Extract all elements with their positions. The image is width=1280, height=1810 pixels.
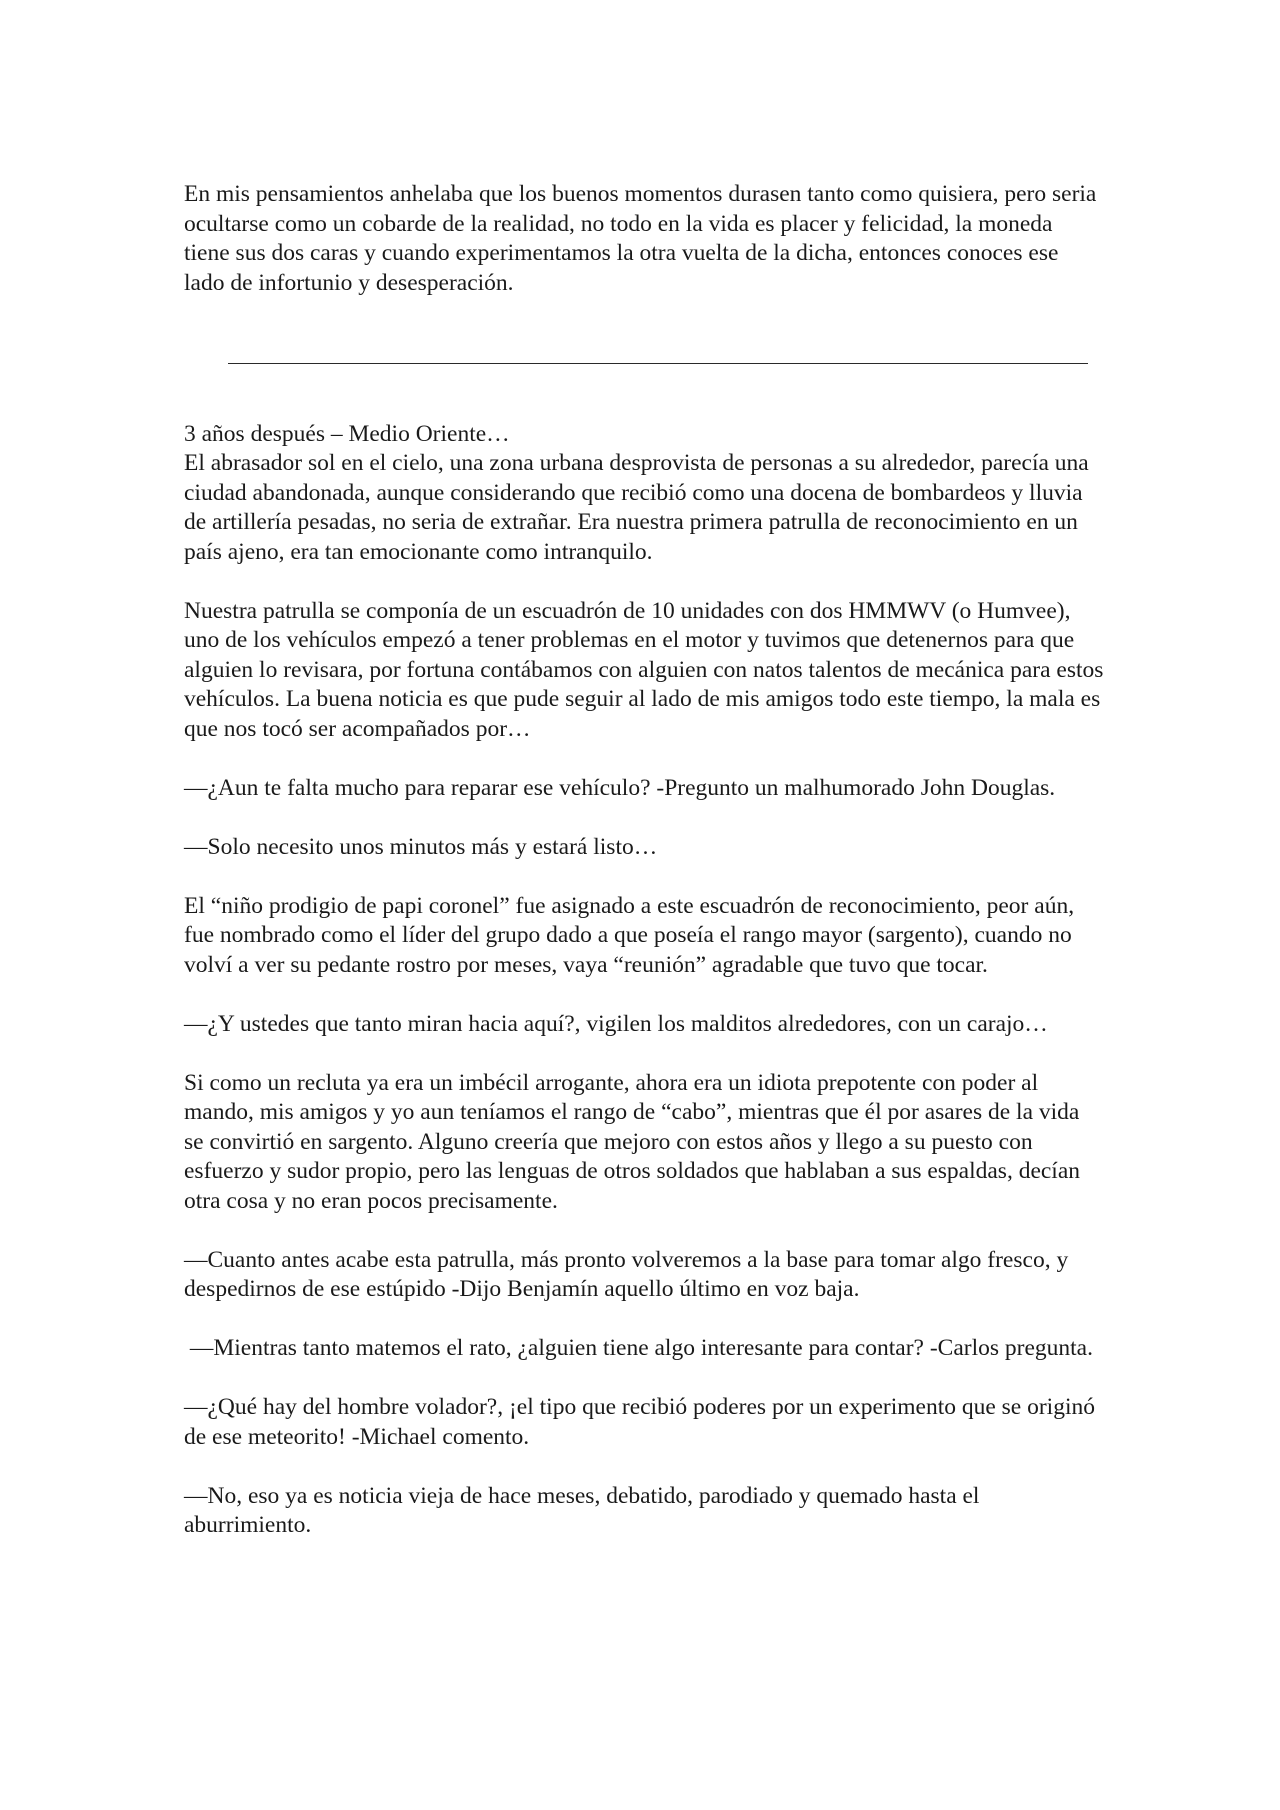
paragraph: Si como un recluta ya era un imbécil arrogante, ahora era un idiota prepotente con poder al mando, mis amigos y yo aun teníamos el rango de “cabo”, mientras que él por asares de la vida se convirtió en sargento. Alguno creería que mejoro con estos años y llego a su puesto con esfuerzo y sudor propio, pero las lenguas de otros soldados que hablaban a sus espaldas, decían otra cosa y no eran pocos precisamente. [184, 1069, 1086, 1214]
dialogue-line: —No, eso ya es noticia vieja de hace meses, debatido, parodiado y quemado hasta el aburrimiento. [184, 1482, 986, 1538]
section-divider [228, 363, 1088, 364]
document-page [184, 180, 1110, 1570]
section-divider-wrapper [184, 328, 1104, 420]
dialogue-line: —Mientras tanto matemos el rato, ¿alguien tiene algo interesante para contar? -Carlos pregunta. [184, 1335, 1093, 1361]
dialogue-line: —¿Qué hay del hombre volador?, ¡el tipo que recibió poderes por un experimento que se originó de ese meteorito! -Michael comento. [184, 1394, 1101, 1450]
opening-paragraph: En mis pensamientos anhelaba que los buenos momentos durasen tanto como quisiera, pero seria ocultarse como un cobarde de la realidad, no todo en la vida es placer y felicidad, la moneda tiene sus dos caras y cuando experimentamos la otra vuelta de la dicha, entonces conoces ese lado de infortunio y desesperación. [184, 181, 1103, 296]
section-heading: 3 años después – Medio Oriente… [184, 420, 510, 447]
dialogue-line: —¿Y ustedes que tanto miran hacia aquí?, vigilen los malditos alrededores, con un carajo… [184, 1010, 1048, 1037]
paragraph: El abrasador sol en el cielo, una zona urbana desprovista de personas a su alrededor, parecía una ciudad abandonada, aunque considerando que recibió como una docena de bombardeos y lluvia de artillería pesadas, no seria de extrañar. Era nuestra primera patrulla de reconocimiento en un país ajeno, era tan emocionante como intranquilo. [184, 450, 1095, 565]
paragraph: El “niño prodigio de papi coronel” fue asignado a este escuadrón de reconocimiento, peor aún, fue nombrado como el líder del grupo dado a que poseía el rango mayor (sargento), cuando no volví a ver su pedante rostro por meses, vaya “reunión” agradable que tuvo que tocar. [184, 892, 1080, 978]
dialogue-line: —¿Aun te falta mucho para reparar ese vehículo? -Pregunto un malhumorado John Douglas. [184, 774, 1056, 801]
dialogue-line: —Solo necesito unos minutos más y estará listo… [184, 833, 658, 860]
paragraph: Nuestra patrulla se componía de un escuadrón de 10 unidades con dos HMMWV (o Humvee), uno de los vehículos empezó a tener problemas en el motor y tuvimos que detenernos para que alguien lo revisara, por fortuna contábamos con alguien con natos talentos de mecánica para estos vehículos. La buena noticia es que pude seguir al lado de mis amigos todo este tiempo, la mala es que nos tocó ser acompañados por… [184, 597, 1110, 742]
dialogue-line: —Cuanto antes acabe esta patrulla, más pronto volveremos a la base para tomar algo fresco, y despedirnos de ese estúpido -Dijo Benjamín aquello último en voz baja. [184, 1246, 1075, 1302]
